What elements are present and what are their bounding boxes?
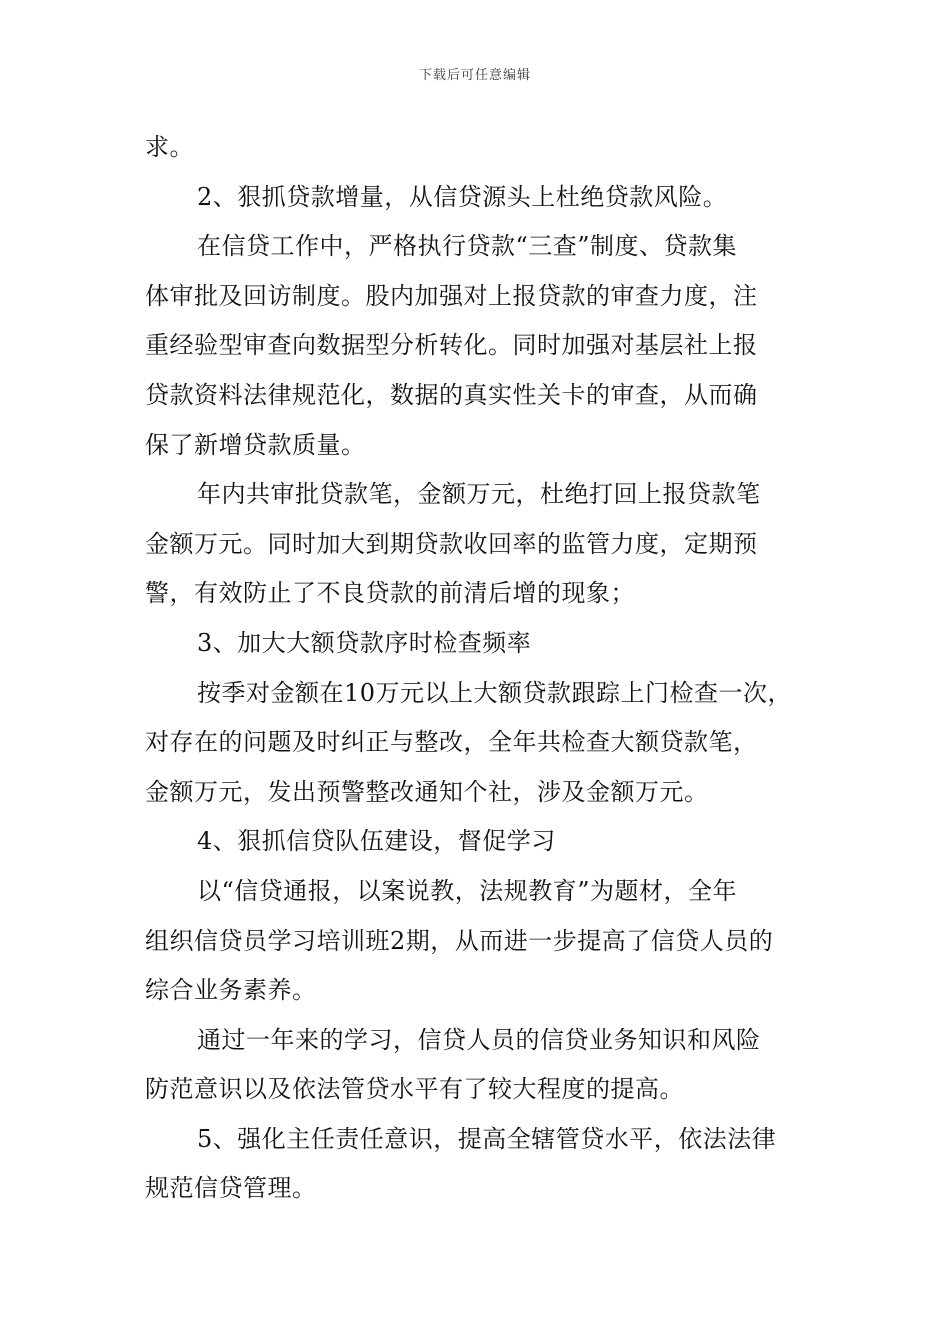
page-header: 下载后可任意编辑 [418, 68, 531, 83]
text-line: 5、强化主任责任意识，提高全辖管贷水平，依法法律 [197, 1124, 777, 1153]
text-line: 2、狠抓贷款增量，从信贷源头上杜绝贷款风险。 [197, 182, 728, 211]
text-line: 通过一年来的学习，信贷人员的信贷业务知识和风险 [197, 1025, 761, 1054]
text-line: 体审批及回访制度。股内加强对上报贷款的审查力度，注 [145, 281, 758, 310]
text-line: 在信贷工作中，严格执行贷款“三查”制度、贷款集 [197, 232, 738, 261]
text-line: 金额万元。同时加大到期贷款收回率的监管力度，定期预 [145, 529, 758, 558]
text-line: 年内共审批贷款笔，金额万元，杜绝打回上报贷款笔 [197, 480, 761, 509]
text-line: 重经验型审查向数据型分析转化。同时加强对基层社上报 [145, 331, 758, 360]
text-line: 组织信贷员学习培训班2期，从而进一步提高了信贷人员的 [145, 926, 774, 955]
text-line: 警，有效防止了不良贷款的前清后增的现象； [145, 579, 635, 608]
text-line: 对存在的问题及时纠正与整改，全年共检查大额贷款笔， [145, 728, 758, 757]
text-line: 以“信贷通报，以案说教，法规教育”为题材，全年 [197, 876, 738, 905]
text-line: 求。 [145, 133, 194, 161]
text-line: 保了新增贷款质量。 [145, 430, 366, 459]
text-line: 规范信贷管理。 [145, 1174, 317, 1203]
text-line: 综合业务素养。 [145, 976, 317, 1005]
text-line: 金额万元，发出预警整改通知个社，涉及金额万元。 [145, 777, 709, 806]
text-line: 贷款资料法律规范化，数据的真实性关卡的审查，从而确 [145, 380, 758, 409]
document-body [145, 123, 835, 1214]
text-line: 3、加大大额贷款序时检查频率 [197, 628, 532, 657]
text-line: 4、狠抓信贷队伍建设，督促学习 [197, 827, 556, 856]
text-line: 按季对金额在10万元以上大额贷款跟踪上门检查一次， [197, 678, 793, 707]
text-line: 防范意识以及依法管贷水平有了较大程度的提高。 [145, 1075, 684, 1104]
